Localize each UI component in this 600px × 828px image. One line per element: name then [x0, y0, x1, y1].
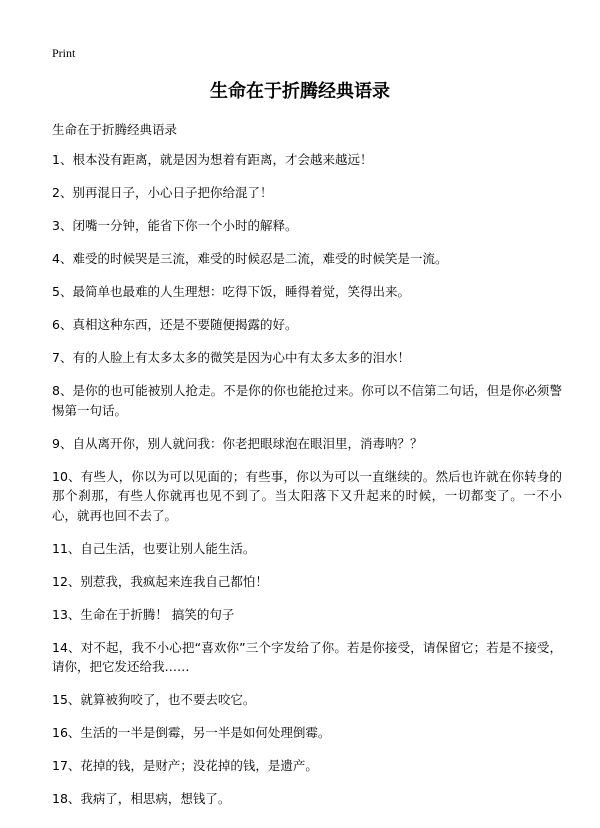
quote-item: 9、自从离开你，别人就问我：你老把眼球泡在眼泪里，消毒呐？？ — [52, 435, 423, 451]
quote-item: 11、自己生活，也要让别人能生活。 — [52, 540, 256, 556]
quote-item: 14、对不起，我不小心把“喜欢你”三个字发给了你。若是你接受，请保留它；若是不接受，请你，把它发还给我…… — [52, 639, 562, 674]
quote-item: 12、别惹我，我疯起来连我自己都怕！ — [52, 573, 268, 589]
quote-item: 15、就算被狗咬了，也不要去咬它。 — [52, 692, 256, 707]
quote-item: 7、有的人脸上有太多太多的微笑是因为心中有太多太多的泪水！ — [52, 350, 410, 365]
quote-item: 1、根本没有距离，就是因为想着有距离，才会越来越远！ — [52, 152, 373, 167]
quote-item: 3、闭嘴一分钟，能省下你一个小时的解释。 — [52, 218, 298, 233]
quote-item: 18、我病了，相思病，想钱了。 — [52, 791, 231, 806]
print-link[interactable]: Print — [52, 46, 76, 60]
document-subtitle: 生命在于折腾经典语录 — [52, 122, 178, 137]
quote-item: 16、生活的一半是倒霉，另一半是如何处理倒霉。 — [52, 725, 331, 740]
quote-list — [52, 150, 562, 822]
quote-item: 8、是你的也可能被别人抢走。不是你的你也能抢过来。你可以不信第二句话，但是你必须警惕第一句话。 — [52, 383, 562, 418]
quote-item: 5、最简单也最难的人生理想：吃得下饭，睡得着觉，笑得出来。 — [52, 284, 410, 299]
quote-item: 2、别再混日子，小心日子把你给混了！ — [52, 185, 273, 200]
document-title: 生命在于折腾经典语录 — [210, 81, 390, 102]
quote-item: 6、真相这种东西，还是不要随便揭露的好。 — [52, 317, 298, 332]
quote-item: 10、有些人，你以为可以见面的；有些事，你以为可以一直继续的。然后也许就在你转身的那个刹那，有些人你就再也见不到了。当太阳落下又升起来的时候，一切都变了。一不小心，就再也回不去了。 — [52, 468, 562, 523]
quote-item: 17、花掉的钱，是财产；没花掉的钱，是遗产。 — [52, 758, 318, 773]
quote-item: 13、生命在于折腾！ 搞笑的句子 — [52, 606, 235, 622]
quote-item: 4、难受的时候哭是三流，难受的时候忍是二流，难受的时候笑是一流。 — [52, 251, 448, 266]
